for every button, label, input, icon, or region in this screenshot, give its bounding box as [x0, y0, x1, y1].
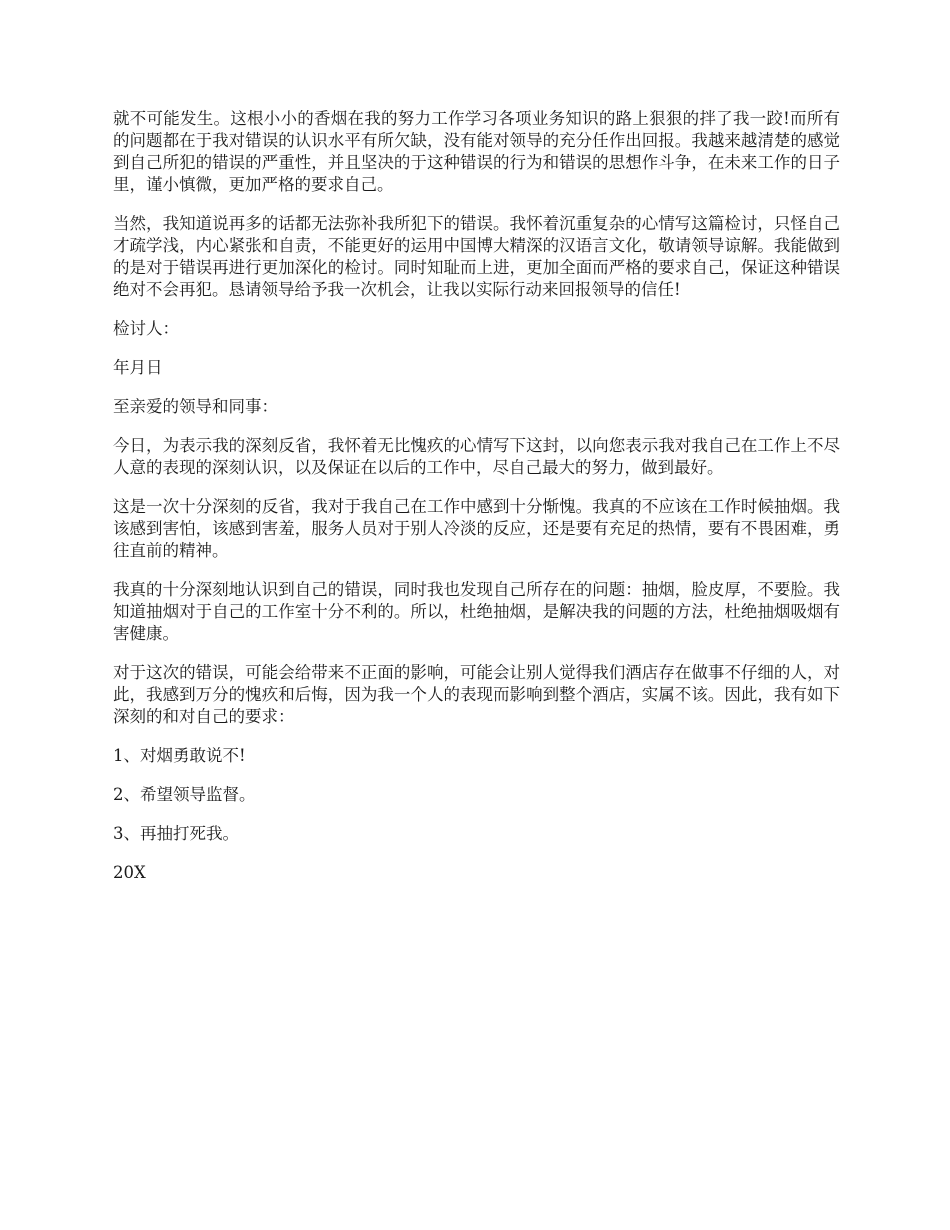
list-item-2: 2、希望领导监督。 [113, 785, 256, 804]
paragraph-problems: 我真的十分深刻地认识到自己的错误，同时我也发现自己所存在的问题：抽烟，脸皮厚，不要脸。我知道抽烟对于自己的工作室十分不利的。所以，杜绝抽烟，是解决我的问题的方法，杜绝抽烟吸烟有害健康。 [113, 580, 840, 643]
list-item-1: 1、对烟勇敢说不! [113, 746, 246, 765]
salutation: 至亲爱的领导和同事： [113, 397, 278, 416]
paragraph-intro-continuation: 就不可能发生。这根小小的香烟在我的努力工作学习各项业务知识的路上狠狠的拌了我一跤!而所有的问题都在于我对错误的认识水平有所欠缺，没有能对领导的充分任作出回报。我越来越清楚的感觉到自己所犯的错误的严重性，并且坚决的于这种错误的行为和错误的思想作斗争，在未来工作的日子里，谨小慎微，更加严格的要求自己。 [113, 109, 840, 194]
signer-label: 检讨人： [113, 319, 179, 338]
document-body [113, 108, 840, 901]
date-line: 年月日 [113, 358, 163, 377]
year-fragment: 20X [113, 863, 146, 882]
paragraph-apology: 当然，我知道说再多的话都无法弥补我所犯下的错误。我怀着沉重复杂的心情写这篇检讨，只怪自己才疏学浅，内心紧张和自责，不能更好的运用中国博大精深的汉语言文化，敬请领导谅解。我能做到的是对于错误再进行更加深化的检讨。同时知耻而上进，更加全面而严格的要求自己，保证这种错误绝对不会再犯。恳请领导给予我一次机会，让我以实际行动来回报领导的信任! [113, 214, 840, 299]
paragraph-impact: 对于这次的错误，可能会给带来不正面的影响，可能会让别人觉得我们酒店存在做事不仔细的人，对此，我感到万分的愧疚和后悔，因为我一个人的表现而影响到整个酒店，实属不该。因此，我有如下深刻的和对自己的要求： [113, 663, 840, 726]
paragraph-shame: 这是一次十分深刻的反省，我对于我自己在工作中感到十分惭愧。我真的不应该在工作时候抽烟。我该感到害怕，该感到害羞，服务人员对于别人冷淡的反应，还是要有充足的热情，要有不畏困难，勇往直前的精神。 [113, 497, 840, 560]
paragraph-reflection: 今日，为表示我的深刻反省，我怀着无比愧疚的心情写下这封，以向您表示我对我自己在工作上不尽人意的表现的深刻认识，以及保证在以后的工作中，尽自己最大的努力，做到最好。 [113, 436, 840, 477]
list-item-3: 3、再抽打死我。 [113, 824, 239, 843]
